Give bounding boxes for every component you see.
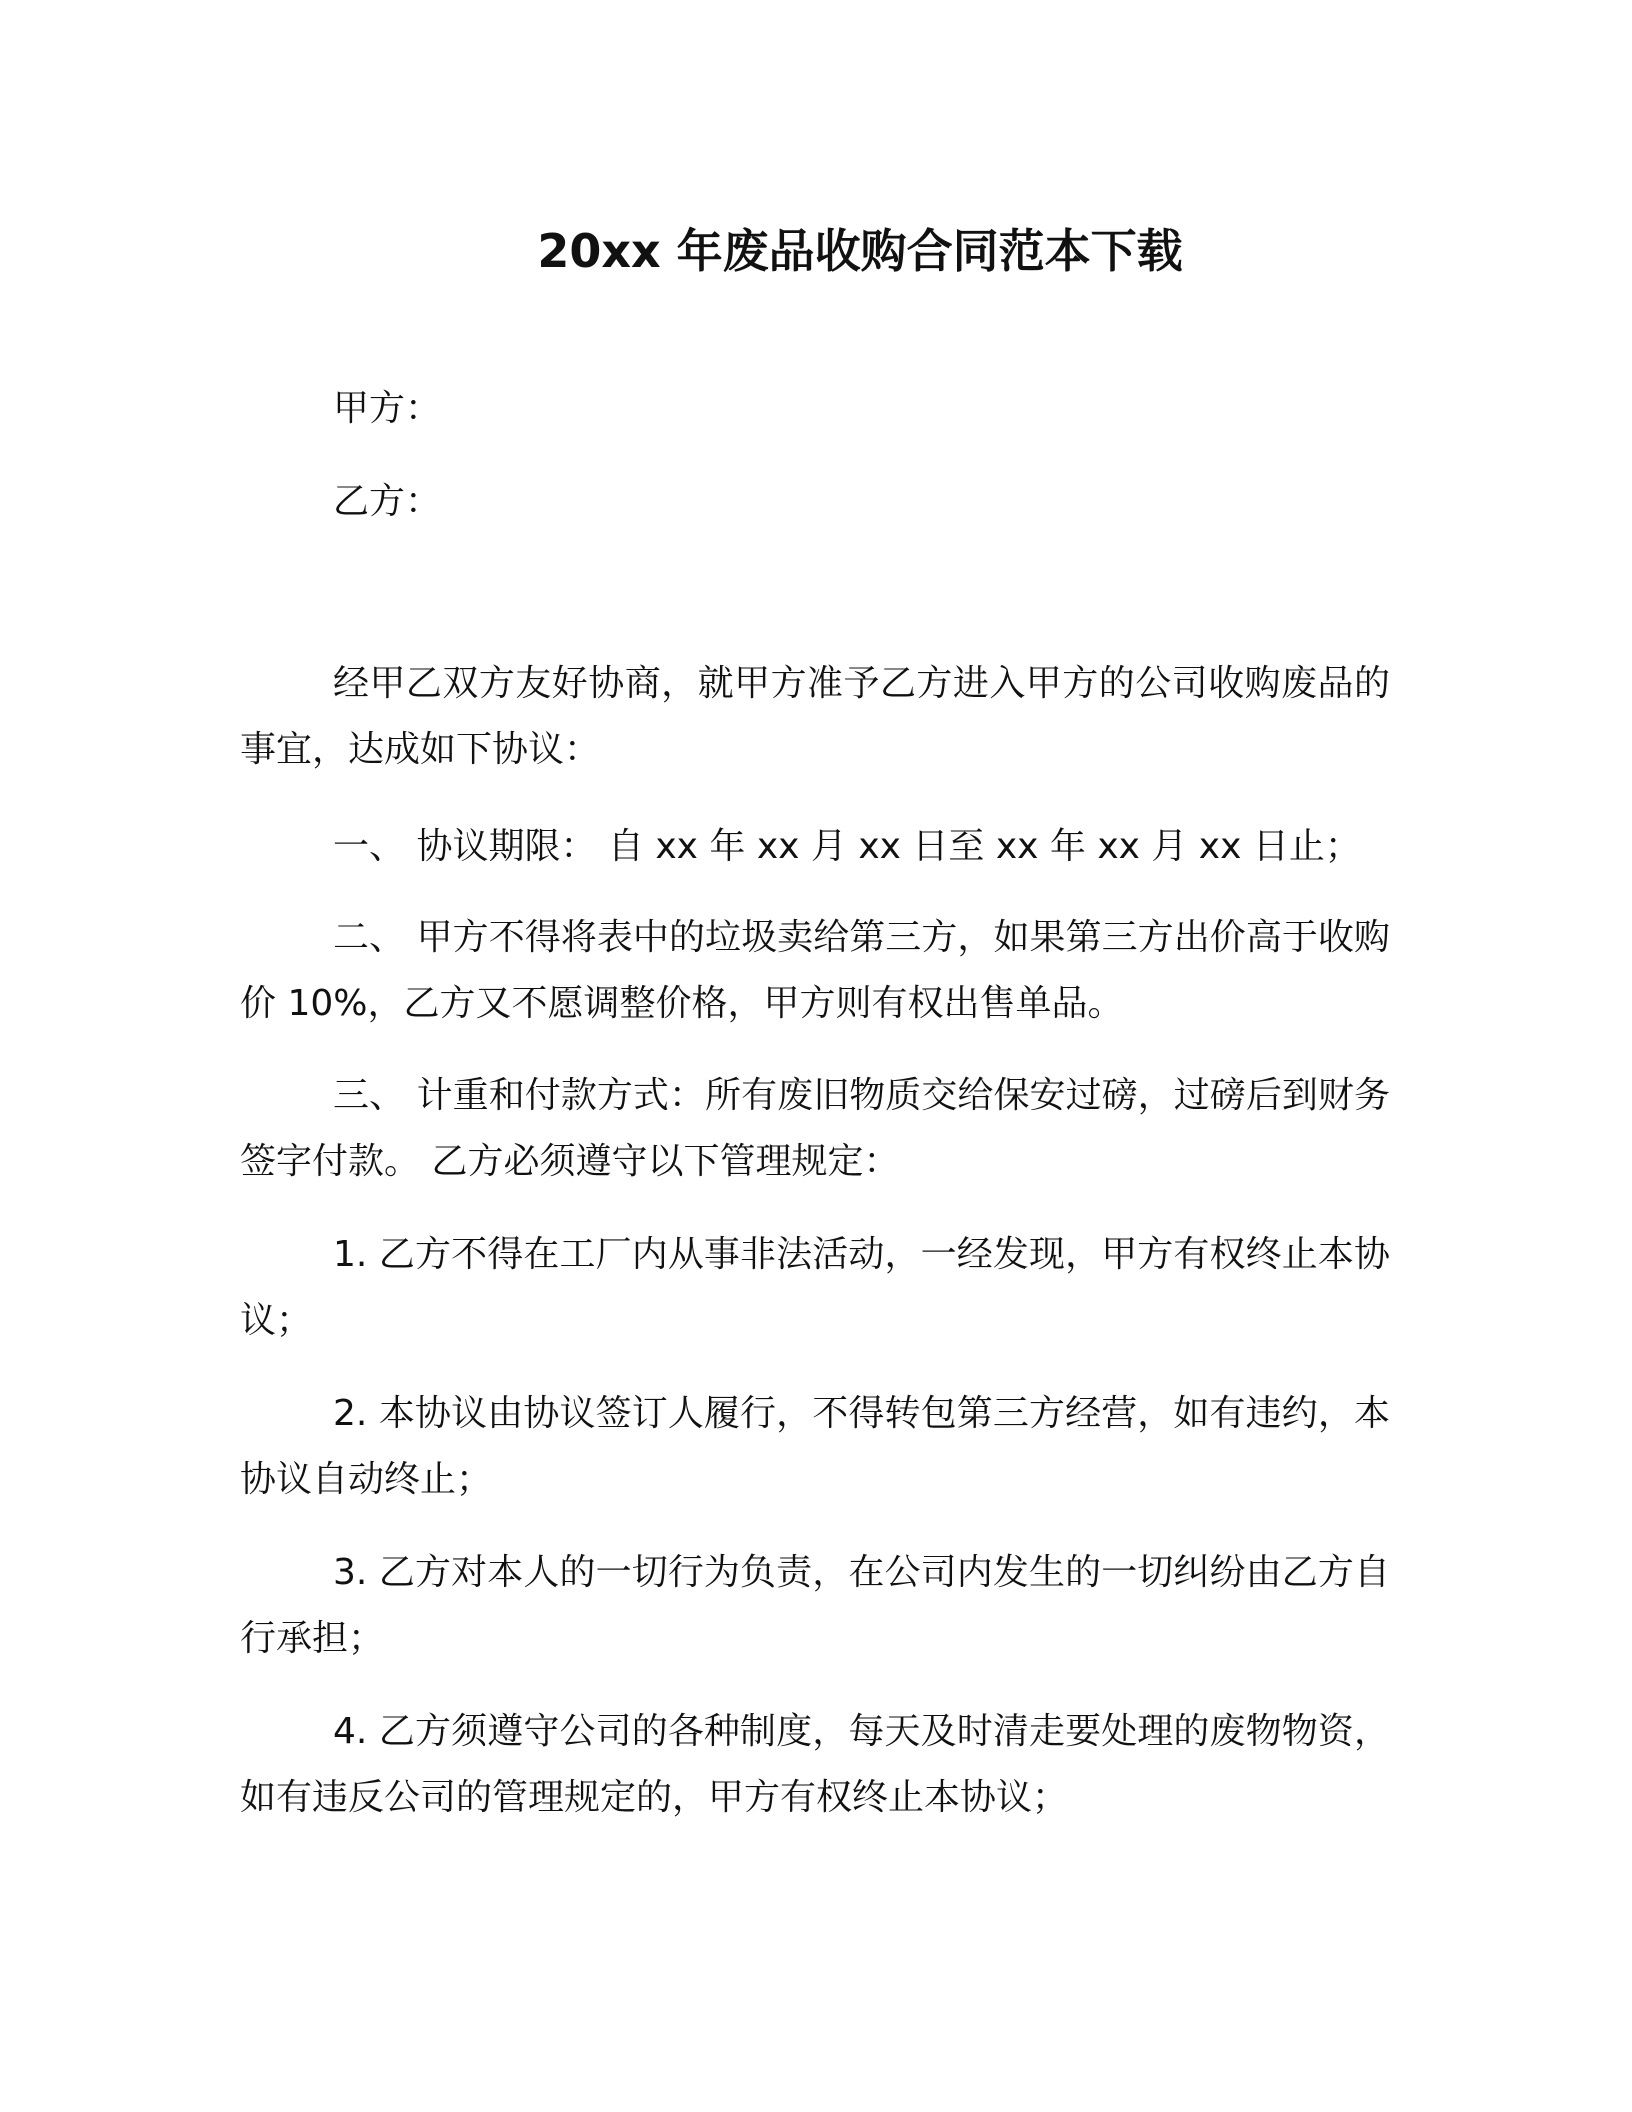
intro-paragraph: 经甲乙双方友好协商，就甲方准予乙方进入甲方的公司收购废品的事宜，达成如下协议： [240, 663, 1390, 770]
party-b-label: 乙方： [333, 481, 442, 522]
rule-4: 4. 乙方须遵守公司的各种制度，每天及时清走要处理的废物物资，如有违反公司的管理规定的，甲方有权终止本协议； [240, 1711, 1390, 1818]
document-title: 20xx 年废品收购合同范本下载 [537, 224, 1183, 278]
party-a-label: 甲方： [333, 388, 442, 429]
rule-1: 1. 乙方不得在工厂内从事非法活动，一经发现，甲方有权终止本协议； [240, 1234, 1390, 1341]
clause-3: 三、 计重和付款方式：所有废旧物质交给保安过磅，过磅后到财务签字付款。 乙方必须遵守以下管理规定： [240, 1075, 1390, 1182]
rule-2: 2. 本协议由协议签订人履行，不得转包第三方经营，如有违约，本协议自动终止； [240, 1393, 1390, 1500]
clause-2: 二、 甲方不得将表中的垃圾卖给第三方，如果第三方出价高于收购价 10%，乙方又不愿调整价格，甲方则有权出售单品。 [240, 917, 1390, 1024]
clause-1: 一、 协议期限： 自 xx 年 xx 月 xx 日至 xx 年 xx 月 xx 日止； [333, 826, 1361, 867]
rule-3: 3. 乙方对本人的一切行为负责，在公司内发生的一切纠纷由乙方自行承担； [240, 1552, 1390, 1659]
